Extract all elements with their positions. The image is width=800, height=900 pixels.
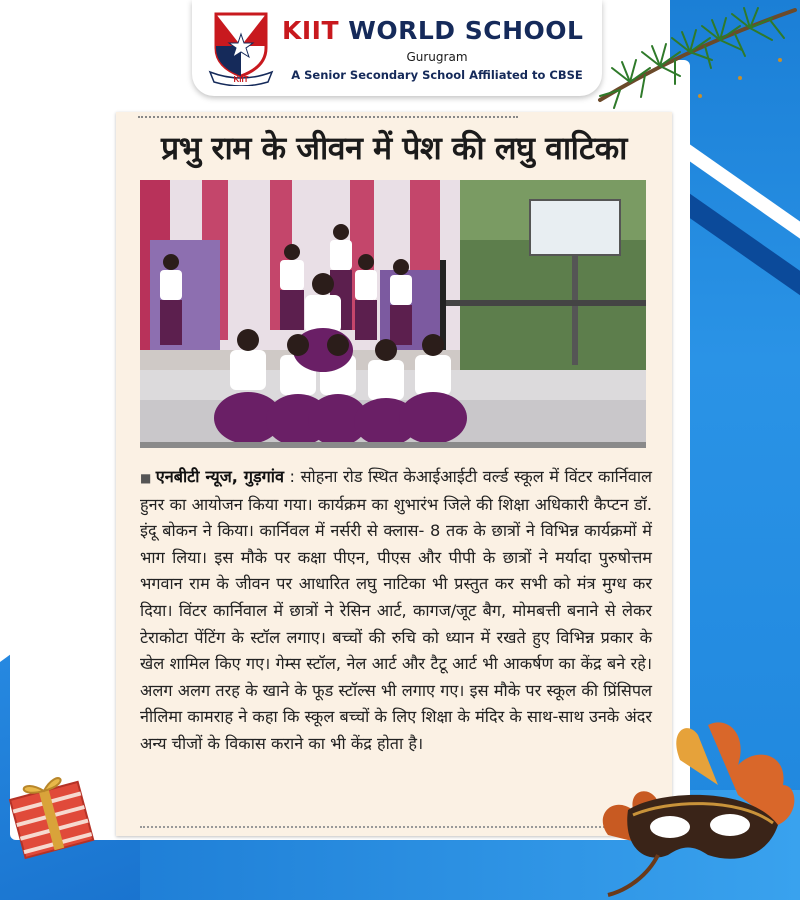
school-name-kiit: KIIT	[282, 16, 340, 45]
article-text: सोहना रोड स्थित केआईआईटी वर्ल्ड स्कूल में विंटर कार्निवाल हुनर का आयोजन किया गया। कार्यक्रम का शुभारंभ जिले की शिक्षा अधिकारी कैप्टन डॉ. इंदू बोकन ने किया। कार्निवल में नर्सरी से क्लास- 8 तक के छात्रों ने विभिन्न कार्यक्रमों में भाग लिया। इस मौके पर कक्षा पीएन, पीएस और पीपी के छात्रों ने मर्यादा पुरुषोत्तम भगवान राम के जीवन पर आधारित लघु नाटिका भी प्रस्तुत कर सभी को मंत्र मुग्ध कर दिया। विंटर कार्निवाल में छात्रों ने रेसिन आर्ट, कागज/जूट बैग, मोमबत्ती बनाने से लेकर टेराकोटा पेंटिंग के स्टॉल लगाए। बच्चों की रुचि को ध्यान में रखते हुए विभिन्न प्रकार के खेल शामिल किए गए। गेम्स स्टॉल, नेल आर्ट और टैटू आर्ट भी आकर्षण का केंद्र बने रहे। अलग अलग तरह के खाने के फूड स्टॉल्स भी लगाए गए। इस मौके पर स्कूल की प्रिंसिपल नीलिमा कामराह ने कहा कि स्कूल बच्चों के लिए शिक्षा के मंदिर के साथ-साथ उनके अंदर अन्य चीजों के विकास कराने का भी केंद्र होता है।	[140, 467, 653, 753]
school-header	[192, 0, 602, 96]
school-name-world: WORLD SCHOOL	[348, 16, 584, 45]
article-headline: प्रभु राम के जीवन में पेश की लघु वाटिका	[161, 129, 627, 167]
school-tagline: A Senior Secondary School Affiliated to CBSE	[291, 68, 583, 82]
clipping-bottom-edge	[140, 826, 652, 836]
logo-text: KIIT	[233, 75, 249, 84]
article-body: ■ एनबीटी न्यूज, गुड़गांव : सोहना रोड स्थित केआईआईटी वर्ल्ड स्कूल में विंटर कार्निवाल हुनर का आयोजन किया गया। कार्यक्रम का शुभारंभ जिले की शिक्षा अधिकारी कैप्टन डॉ. इंदू बोकन ने किया। कार्निवल में नर्सरी से क्लास- 8 तक के छात्रों ने विभिन्न कार्यक्रमों में भाग लिया। इस मौके पर कक्षा पीएन, पीएस और पीपी के छात्रों ने मर्यादा पुरुषोत्तम भगवान राम के जीवन पर आधारित लघु नाटिका भी प्रस्तुत कर सभी को मंत्र मुग्ध कर दिया। विंटर कार्निवाल में छात्रों ने रेसिन आर्ट, कागज/जूट बैग, मोमबत्ती बनाने से लेकर टेराकोटा पेंटिंग के स्टॉल लगाए। बच्चों की रुचि को ध्यान में रखते हुए विभिन्न प्रकार के खेल शामिल किए गए। गेम्स स्टॉल, नेल आर्ट और टैटू आर्ट भी आकर्षण का केंद्र बने रहे। अलग अलग तरह के खाने के फूड स्टॉल्स भी लगाए गए। इस मौके पर स्कूल की प्रिंसिपल नीलिमा कामराह ने कहा कि स्कूल बच्चों के लिए शिक्षा के मंदिर के साथ-साथ उनके अंदर अन्य चीजों के विकास कराने का भी केंद्र होता है।	[140, 467, 653, 753]
clipping-top-edge	[138, 112, 518, 118]
school-name	[282, 16, 592, 45]
pine-branch-icon	[590, 0, 800, 120]
bullet-square-icon: ■	[140, 471, 152, 485]
gift-box-icon	[0, 750, 100, 860]
school-city: Gurugram	[406, 50, 468, 64]
carnival-mask-icon	[588, 715, 800, 900]
kiit-shield-logo-icon	[208, 10, 274, 86]
dance-performance-photo	[140, 180, 646, 448]
article-dateline: एनबीटी न्यूज, गुड़गांव	[155, 467, 284, 486]
